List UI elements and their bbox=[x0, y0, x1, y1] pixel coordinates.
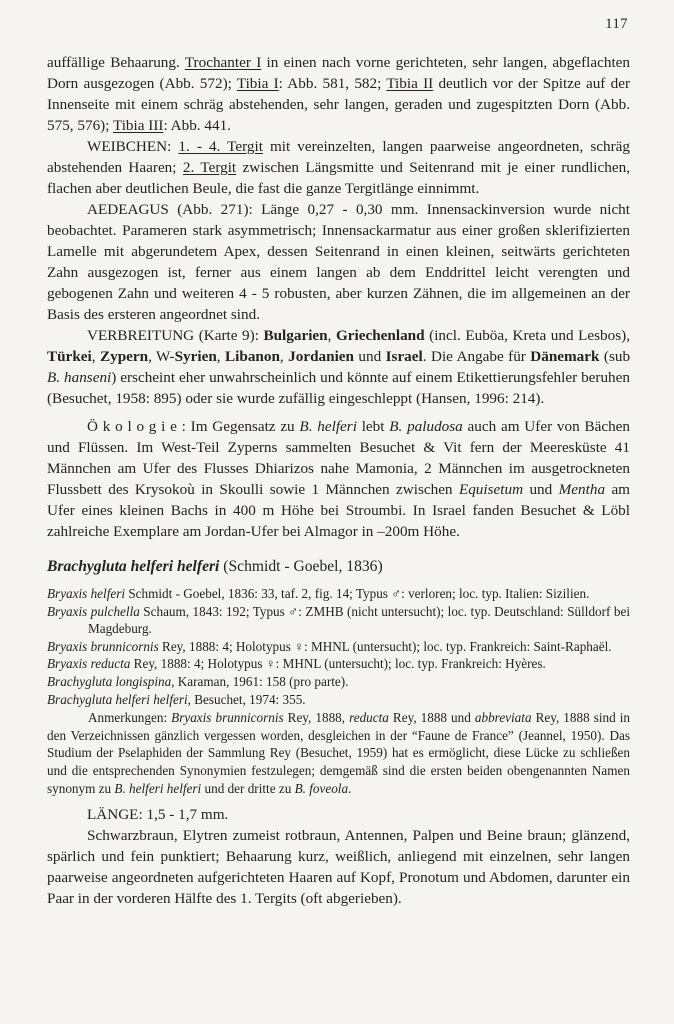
synonymy-entry: Bryaxis pulchella Schaum, 1843: 192; Typus ♂: ZMHB (nicht untersucht); loc. typ. Deutschland: Sülldorf bei Magdeburg. bbox=[47, 603, 630, 637]
synonymy-entry: Bryaxis reducta Rey, 1888: 4; Holotypus ♀: MHNL (untersucht); loc. typ. Frankreich: Hyères. bbox=[47, 656, 546, 672]
synonymy-entry: Bryaxis helferi Schmidt - Goebel, 1836: 33, taf. 2, fig. 14; Typus ♂: verloren; loc. typ. Italien: Sizilien. bbox=[47, 586, 590, 601]
page-number: 117 bbox=[605, 16, 628, 32]
synonymy-entry: Brachygluta longispina, Karaman, 1961: 158 (pro parte). bbox=[47, 673, 349, 689]
paragraph-weibchen: WEIBCHEN: 1. - 4. Tergit mit vereinzelten, langen paarweise angeordneten, schräg abstehenden Haaren; 2. Tergit zwischen Längsmitte und Seitenrand mit je einer rundlichen, flachen aber deutlichen Beule, die fast die ganze Tergitlänge einnimmt. bbox=[47, 138, 630, 197]
paragraph-anmerkungen: Anmerkungen: Bryaxis brunnicornis Rey, 1888, reducta Rey, 1888 und abbreviata Rey, 1888 sind in den Verzeichnissen gänzlich vergessen worden, desgleichen in der “Faune de France” (Jeannel, 1950). Das Studium der Pselaphiden der Sammlung Rey (Besuchet, 1959) hat es ermöglicht, diese Lücke zu schließen und die entsprechenden Synonymien festzulegen; demgemäß sind die ersten beiden obengenannten Namen synonym zu B. helferi helferi und der dritte zu B. foveola. bbox=[47, 710, 630, 796]
paragraph-aedeagus: AEDEAGUS (Abb. 271): Länge 0,27 - 0,30 mm. Innensackinversion wurde nicht beobachtet. Parameren stark asymmetrisch; Innensackarmatur aus einer großen sklerifizierten Lamelle mit abgerundetem Apex, dessen Seitenrand in einen kleinen, seitwärts gerichteten Zahn ausgezogen ist, ferner aus einem langen ab dem Enddrittel leicht verengten und gebogenen Zahn und weiteren 4 - 5 robusten, aber kurzen Zähnen, die im allgemeinen an der Basis des ersteren angeordnet sind. bbox=[47, 201, 630, 323]
synonymy-list bbox=[47, 585, 630, 708]
synonymy-entry: Bryaxis brunnicornis Rey, 1888: 4; Holotypus ♀: MHNL (untersucht); loc. typ. Frankreich: Saint-Raphaël. bbox=[47, 638, 612, 654]
synonymy-entry: Brachygluta helferi helferi, Besuchet, 1974: 355. bbox=[47, 691, 306, 707]
species-heading: Brachygluta helferi helferi (Schmidt - Goebel, 1836) bbox=[47, 558, 383, 575]
paragraph-laenge: LÄNGE: 1,5 - 1,7 mm. bbox=[87, 806, 229, 824]
paragraph-beschreibung: Schwarzbraun, Elytren zumeist rotbraun, Antennen, Palpen und Beine braun; glänzend, spärlich und fein punktiert; Behaarung kurz, weißlich, anliegend mit einzelnen, sehr langen paarweise angeordneten aufgerichteten Haaren auf Kopf, Pronotum und Abdomen, darunter ein Paar in der vorderen Hälfte des 1. Tergits (oft abgerieben). bbox=[47, 827, 630, 908]
text-column bbox=[47, 52, 630, 909]
paragraph-verbreitung: VERBREITUNG (Karte 9): Bulgarien, Griechenland (incl. Euböa, Kreta und Lesbos), Türkei, Zypern, W-Syrien, Libanon, Jordanien und Israel. Die Angabe für Dänemark (sub B. hanseni) erscheint eher unwahrscheinlich und könnte auf einem Etikettierungsfehler beruhen (Besuchet, 1958: 895) oder sie wurde zufällig eingeschleppt (Hansen, 1996: 214). bbox=[47, 327, 631, 407]
paragraph-behaarung: auffällige Behaarung. Trochanter I in einen nach vorne gerichteten, sehr langen, abgeflachten Dorn ausgezogen (Abb. 572); Tibia I: Abb. 581, 582; Tibia II deutlich vor der Spitze auf der Innenseite mit einem schräg abstehenden, sehr langen, geraden und zugespitzten Dorn (Abb. 575, 576); Tibia III: Abb. 441. bbox=[47, 54, 630, 134]
paragraph-oekologie: Ö k o l o g i e : Im Gegensatz zu B. helferi lebt B. paludosa auch am Ufer von Bächen und Flüssen. Im West-Teil Zyperns sammelten Besuchet & Vit fern der Meeresküste 41 Männchen am Ufer des Flusses Dhiarizos nahe Mamonia, 2 Männchen im ausgetrockneten Flussbett des Krysokoù in Skoulli sowie 1 Männchen zwischen Equisetum und Mentha am Ufer eines kleinen Bachs in 400 m Höhe bei Stroumbi. In Israel fanden Besuchet & Löbl zahlreiche Exemplare am Jordan-Ufer bei Almagor in –200m Höhe. bbox=[47, 418, 630, 540]
